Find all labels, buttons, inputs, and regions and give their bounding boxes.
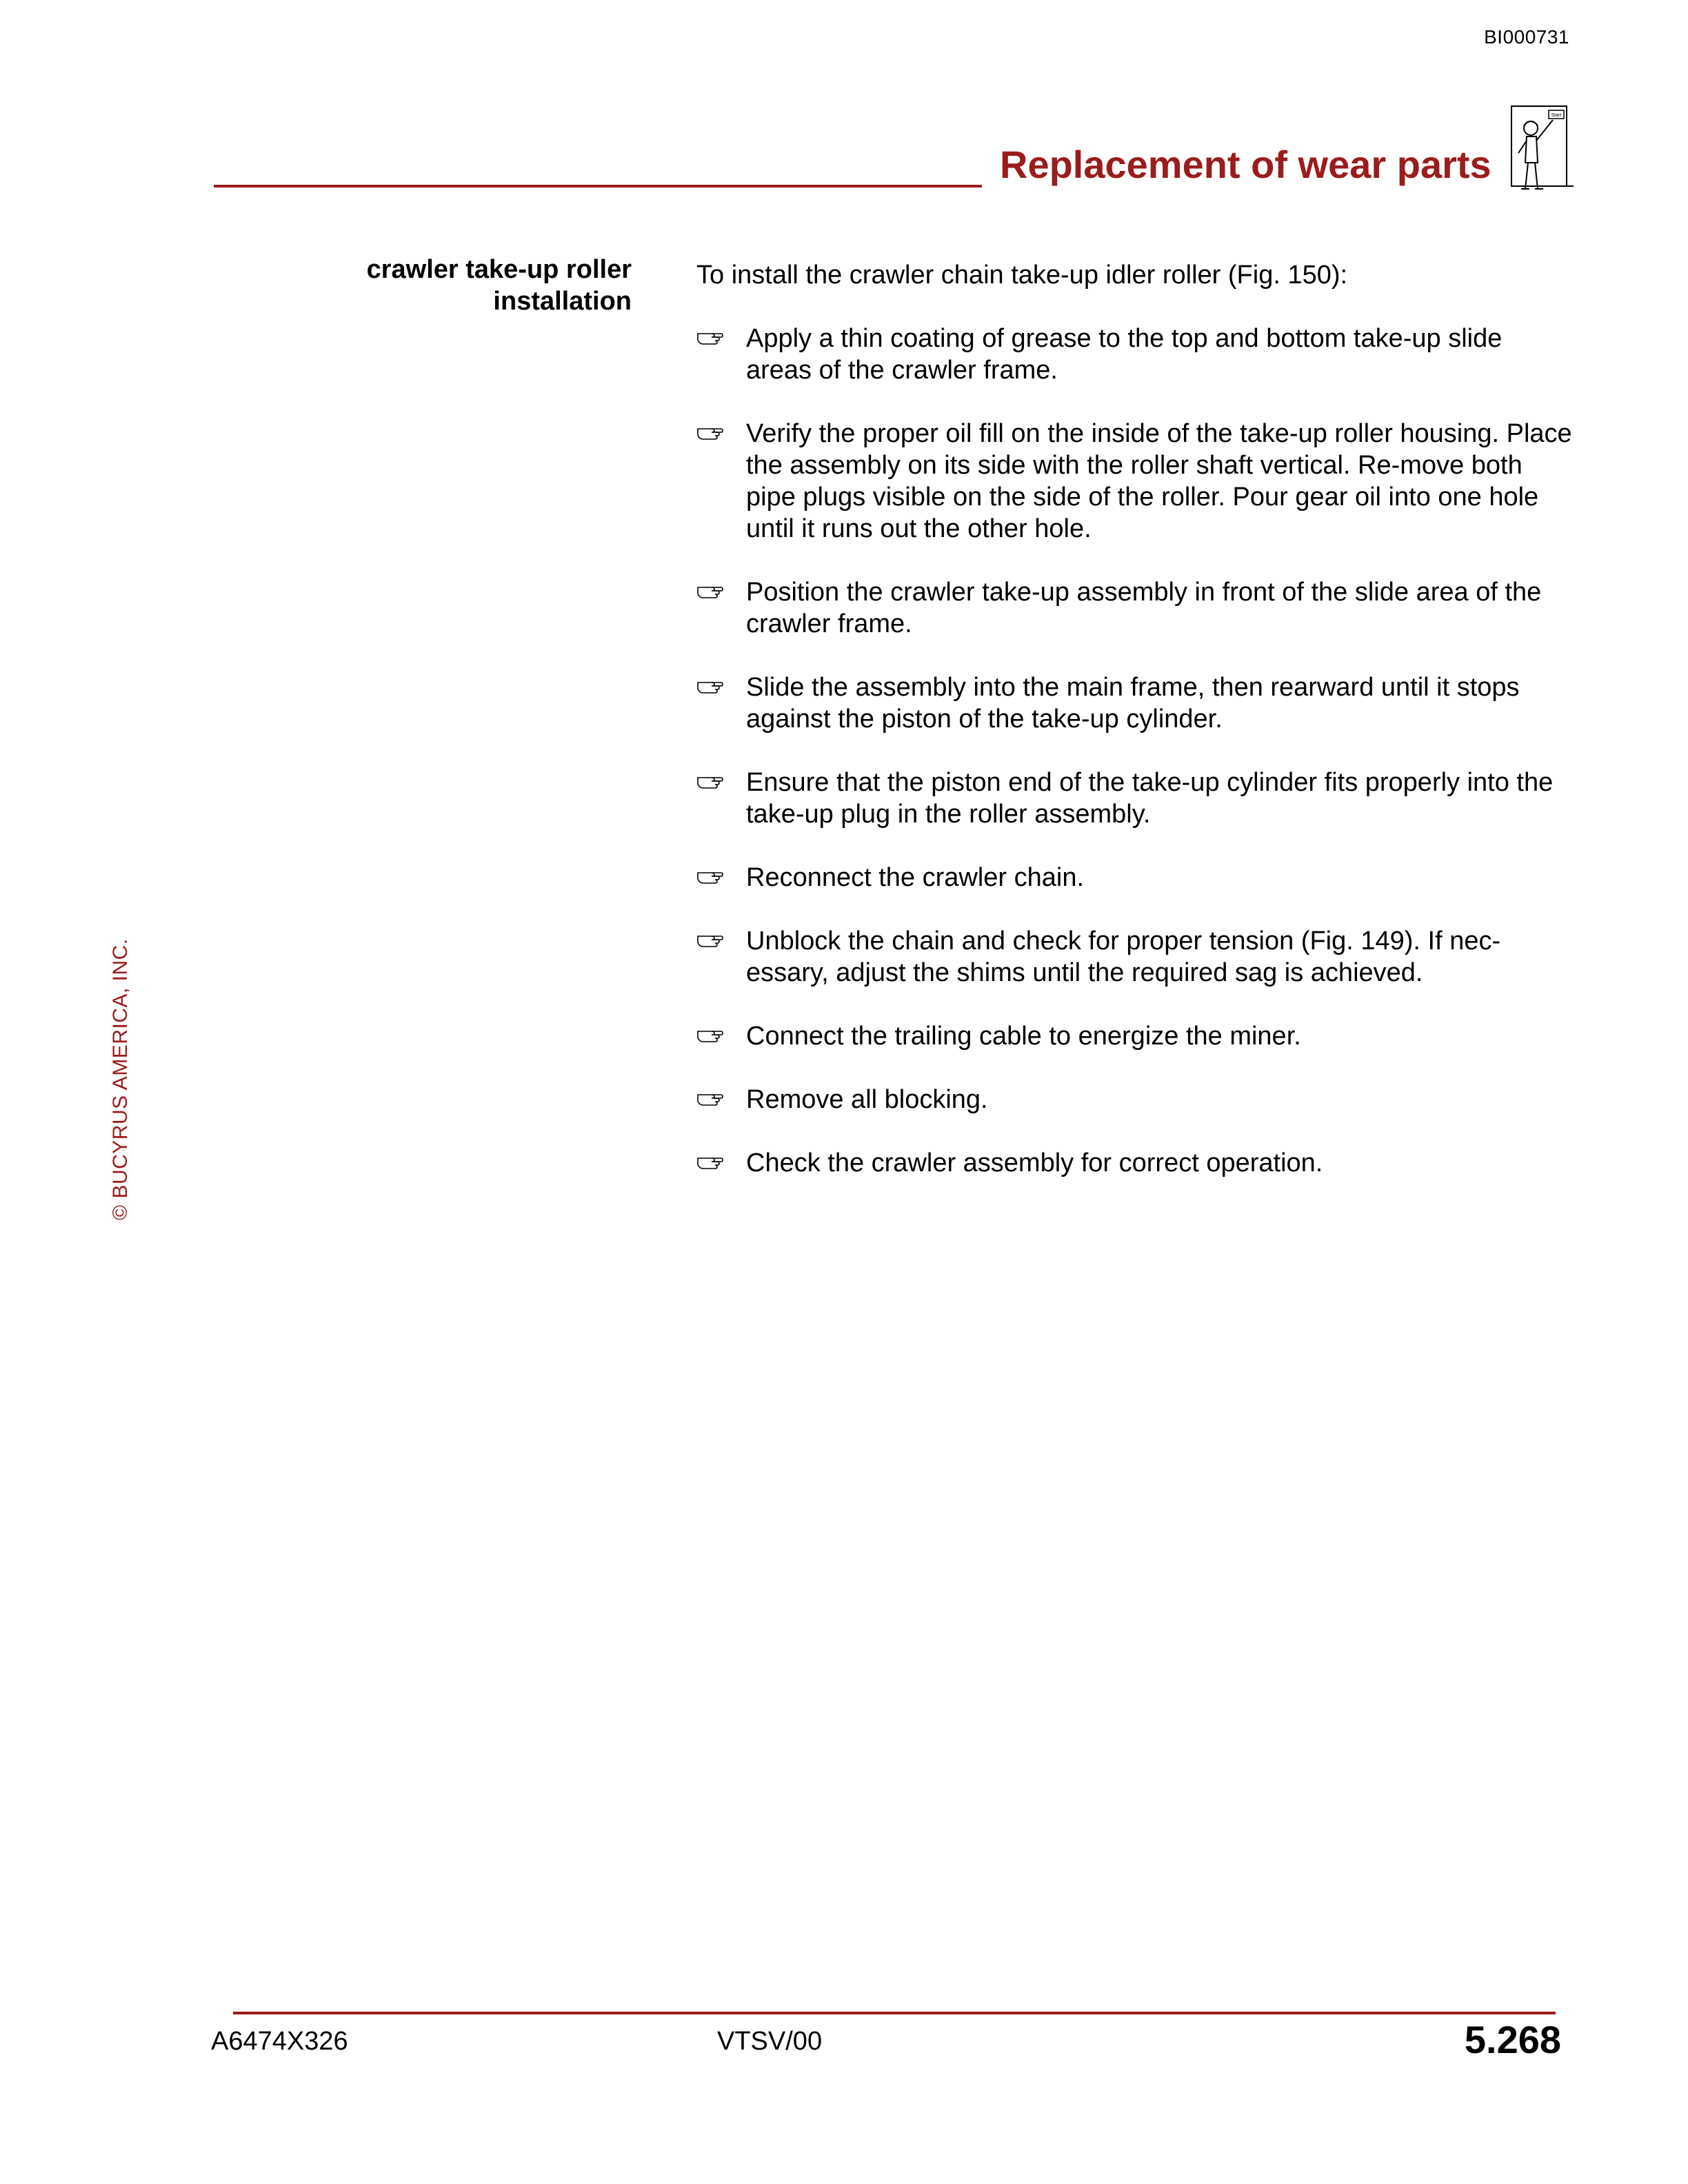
worker-at-start-panel-icon	[1507, 103, 1576, 200]
step-text: Unblock the chain and check for proper tension (Fig. 149). If nec-essary, adjust the shims until the required sag is achieved.	[746, 927, 1501, 987]
pointing-hand-icon	[696, 772, 724, 790]
procedure-steps	[696, 323, 1572, 1211]
topic-heading-line1: crawler take-up roller	[366, 255, 632, 284]
document-id: BI000731	[1484, 26, 1569, 48]
footer-version-code: VTSV/00	[717, 2027, 823, 2056]
step-text: Reconnect the crawler chain.	[746, 863, 1085, 892]
section-title: Replacement of wear parts	[1000, 143, 1491, 186]
page-number: 5.268	[1464, 2018, 1561, 2061]
footer-document-code: A6474X326	[211, 2027, 348, 2056]
topic-heading	[303, 254, 632, 317]
procedure-step	[696, 925, 1572, 989]
topic-heading-line2: installation	[493, 287, 632, 316]
procedure-step	[696, 1147, 1572, 1179]
step-text: Connect the trailing cable to energize the miner.	[746, 1022, 1301, 1051]
step-text: Check the crawler assembly for correct operation.	[746, 1149, 1323, 1177]
pointing-hand-icon	[696, 423, 724, 441]
svg-text:Start: Start	[1551, 113, 1562, 118]
step-text: Apply a thin coating of grease to the top and bottom take-up slide areas of the crawler frame.	[746, 324, 1503, 385]
step-text: Ensure that the piston end of the take-up cylinder fits properly into the take-up plug in the roller assembly.	[746, 768, 1554, 829]
pointing-hand-icon	[696, 1153, 724, 1171]
step-text: Verify the proper oil fill on the inside of the take-up roller housing. Place the assembly on its side with the roller shaft vertical. Re-move both pipe plugs visible on the side of the roller. Pour gear oil into one hole until it runs out the other hole.	[746, 419, 1572, 543]
step-text: Position the crawler take-up assembly in front of the slide area of the crawler frame.	[746, 578, 1542, 638]
copyright-notice: © BUCYRUS AMERICA, INC.	[109, 938, 132, 1220]
pointing-hand-icon	[696, 867, 724, 885]
pointing-hand-icon	[696, 931, 724, 949]
footer-rule	[233, 2012, 1556, 2014]
pointing-hand-icon	[696, 582, 724, 600]
pointing-hand-icon	[696, 677, 724, 695]
pointing-hand-icon	[696, 328, 724, 346]
procedure-step	[696, 1084, 1572, 1115]
intro-text: To install the crawler chain take-up idler roller (Fig. 150):	[696, 261, 1348, 290]
procedure-step	[696, 576, 1572, 640]
procedure-step	[696, 323, 1572, 386]
pointing-hand-icon	[696, 1026, 724, 1044]
procedure-step	[696, 767, 1572, 830]
step-text: Slide the assembly into the main frame, then rearward until it stops against the piston of the take-up cylinder.	[746, 673, 1520, 734]
procedure-step	[696, 862, 1572, 893]
procedure-step	[696, 418, 1572, 545]
procedure-step	[696, 1020, 1572, 1052]
header-rule	[214, 185, 982, 188]
step-text: Remove all blocking.	[746, 1085, 988, 1114]
pointing-hand-icon	[696, 1089, 724, 1107]
procedure-step	[696, 671, 1572, 735]
